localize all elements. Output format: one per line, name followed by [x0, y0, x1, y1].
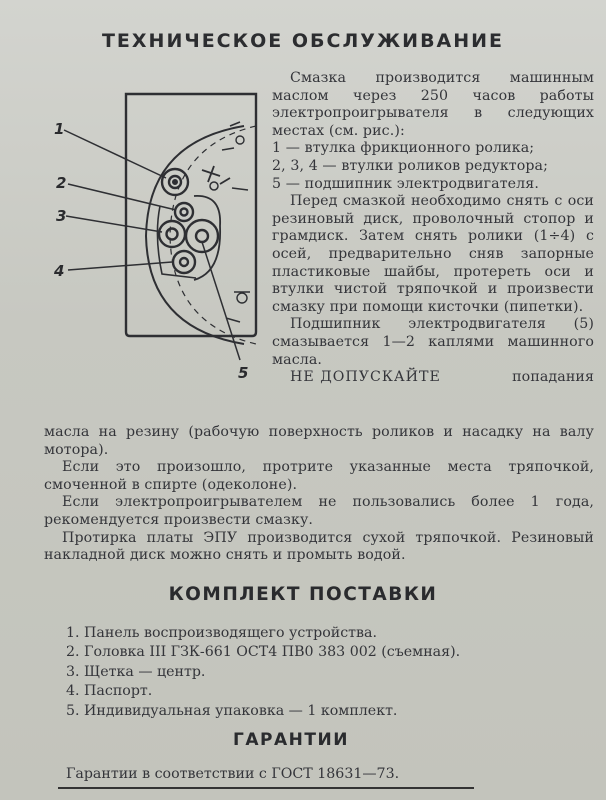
full-width-text — [44, 424, 594, 565]
warning-continuation: попадания — [512, 369, 594, 386]
preparation-paragraph: Перед смазкой необходимо снять с оси резиновый диск, проволочный стопор и грамдиск. Затем снять ролики (1÷4) с осей, предварительно сняв запорные пластиковые шайбы, протереть оси и втулки чистой тряпочкой и произвести смазку при помощи кисточки (пипетки). — [272, 193, 594, 315]
warning-emphasis: НЕ ДОПУСКАЙТЕ — [290, 369, 441, 386]
delivery-item: 4. Паспорт. — [66, 683, 153, 700]
label-3: 3 — [56, 207, 67, 225]
wiping-paragraph: Протирка платы ЭПУ производится сухой тряпочкой. Резиновый накладной диск можно снять и промыть водой. — [44, 529, 594, 564]
delivery-heading: КОМПЛЕКТ ПОСТАВКИ — [168, 584, 438, 605]
lubrication-intro: Смазка производится машинным маслом через 250 часов работы электропроигрывателя в следующих местах (см. рис.): — [272, 70, 594, 139]
delivery-list — [66, 624, 586, 721]
roller-4 — [173, 251, 195, 273]
roller-3 — [159, 221, 185, 247]
label-2: 2 — [56, 174, 67, 192]
label-4: 4 — [54, 262, 65, 280]
maintenance-heading: ТЕХНИЧЕСКОЕ ОБСЛУЖИВАНИЕ — [101, 30, 505, 52]
motor-bearing-5 — [186, 220, 218, 252]
cleanup-paragraph: Если это произошло, протрите указанные места тряпочкой, смоченной в спирте (одеколоне). — [44, 459, 594, 493]
item-motor-bearing: 5 — подшипник электродвигателя. — [272, 175, 539, 192]
label-5: 5 — [238, 364, 249, 382]
bearing-paragraph: Подшипник электродвигателя (5) смазывается 1—2 каплями машинного масла. — [272, 316, 594, 368]
item-friction-roller: 1 — втулка фрикционного ролика; — [272, 140, 535, 157]
lubrication-diagram — [44, 86, 270, 386]
delivery-item: 2. Головка III ГЗК-661 ОСТ4 ПВ0 383 002 (съемная). — [66, 644, 461, 661]
item-gear-rollers: 2, 3, 4 — втулки роликов редуктора; — [272, 157, 548, 174]
warranty-heading: ГАРАНТИИ — [233, 730, 349, 750]
maintenance-text-column — [272, 70, 594, 387]
label-1: 1 — [54, 120, 65, 138]
panel-outline — [126, 94, 256, 336]
roller-2 — [175, 203, 193, 221]
warranty-text: Гарантии в соответствии с ГОСТ 18631—73. — [66, 766, 400, 782]
warning-paragraph: масла на резину (рабочую поверхность роликов и насадку на валу мотора). — [44, 424, 594, 458]
yearly-paragraph: Если электропроигрывателем не пользовались более 1 года, рекомендуется произвести смазку. — [44, 494, 594, 528]
delivery-item: 3. Щетка — центр. — [66, 663, 206, 680]
delivery-item: 1. Панель воспроизводящего устройства. — [66, 625, 377, 641]
delivery-item: 5. Индивидуальная упаковка — 1 комплект. — [66, 702, 398, 719]
bottom-rule — [58, 787, 474, 789]
